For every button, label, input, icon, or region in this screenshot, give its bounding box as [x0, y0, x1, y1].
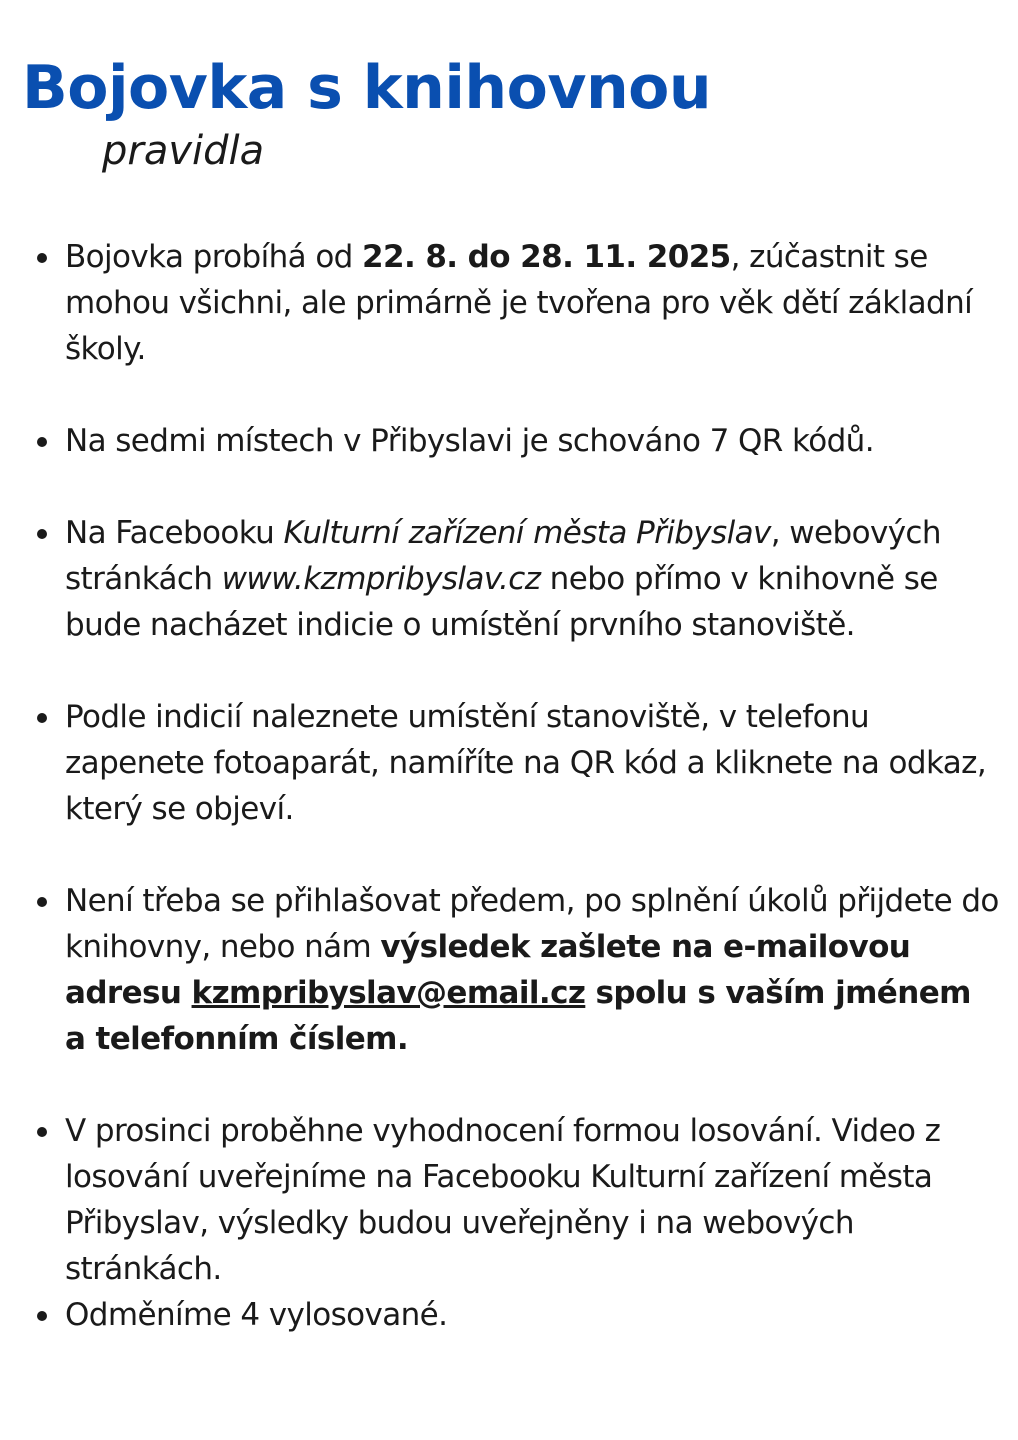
rule-text: V prosinci proběhne vyhodnocení formou losování. Video z losování uveřejníme na Facebooku Kulturní zařízení města Přibyslav, výsledky budou uveřejněny i na webových stránkách.: [65, 1113, 941, 1287]
facebook-page-name: Kulturní zařízení města Přibyslav: [283, 515, 771, 551]
rule-text: Bojovka probíhá od: [65, 239, 363, 275]
event-dates: 22. 8. do 28. 11. 2025: [362, 239, 731, 275]
submission-instruction-end: spolu s vaším jménem a telefonním číslem.: [65, 975, 971, 1057]
rule-text: Podle indicií naleznete umístění stanoviště, v telefonu zapenete fotoaparát, namíříte na QR kód a kliknete na odkaz, který se objeví.: [65, 699, 987, 827]
rule-text: Není třeba se přihlašovat předem, po splnění úkolů přijdete do knihovny, nebo nám: [65, 883, 999, 965]
page-subtitle: pravidla: [102, 128, 265, 174]
rule-text: , webových stránkách: [65, 515, 941, 597]
rule-text: Odměníme 4 vylosované.: [65, 1297, 448, 1333]
submission-instruction: výsledek zašlete na e-mailovou adresu: [65, 929, 911, 1011]
email-link[interactable]: kzmpribyslav@email.cz: [191, 975, 586, 1011]
rule-item-dates: [0, 234, 1000, 372]
rules-list: [0, 234, 1000, 1338]
rule-text: Na sedmi místech v Přibyslavi je schováno 7 QR kódů.: [65, 423, 874, 459]
website-url: www.kzmpribyslav.cz: [221, 561, 541, 597]
rule-item-rewards: [0, 1292, 1000, 1338]
rule-text: , zúčastnit se mohou všichni, ale primárně je tvořena pro věk dětí základní školy.: [65, 239, 973, 367]
page-title: Bojovka s knihovnou: [22, 53, 712, 123]
rule-item-evaluation: [0, 1108, 1000, 1292]
rule-item-qr-codes: [0, 418, 1000, 464]
rule-text: Na Facebooku: [65, 515, 284, 551]
rule-text: nebo přímo v knihovně se bude nacházet indicie o umístění prvního stanoviště.: [65, 561, 938, 643]
rule-item-scan-qr: [0, 694, 1000, 832]
rule-item-submission: [0, 878, 1000, 1062]
rule-item-first-clue: [0, 510, 1000, 648]
